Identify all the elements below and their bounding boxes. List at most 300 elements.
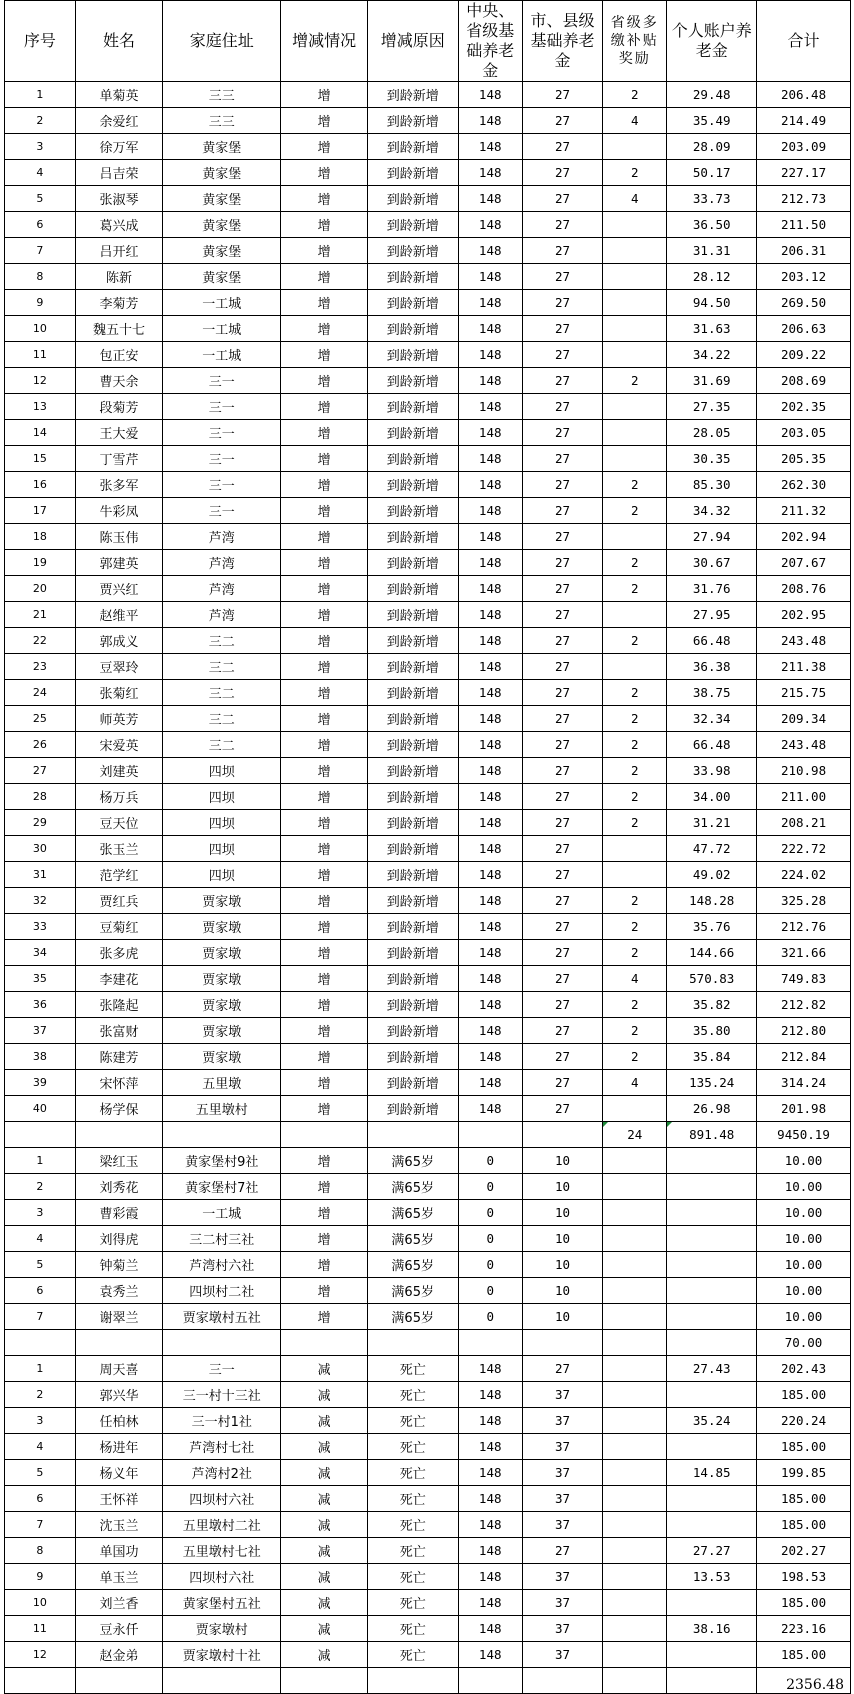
central-pension-cell: 148 <box>458 784 522 810</box>
subsidy-cell <box>603 1408 667 1434</box>
subsidy-cell <box>603 1382 667 1408</box>
address-cell: 贾家墩 <box>163 940 281 966</box>
subsidy-cell: 2 <box>603 368 667 394</box>
central-pension-cell: 148 <box>458 1460 522 1486</box>
index-cell: 13 <box>5 394 76 420</box>
name-cell: 郭兴华 <box>75 1382 163 1408</box>
index-cell: 7 <box>5 1512 76 1538</box>
personal-pension-cell: 30.35 <box>667 446 757 472</box>
city-pension-cell: 27 <box>522 680 602 706</box>
table-row <box>5 1512 851 1538</box>
name-cell: 张富财 <box>75 1018 163 1044</box>
city-pension-cell: 27 <box>522 160 602 186</box>
personal-pension-cell: 570.83 <box>667 966 757 992</box>
header-central-pension: 中央、省级基础养老金 <box>458 1 522 82</box>
city-pension-cell: 27 <box>522 966 602 992</box>
change-cell: 增 <box>281 420 367 446</box>
name-cell: 张菊红 <box>75 680 163 706</box>
name-cell: 师英芳 <box>75 706 163 732</box>
name-cell: 贾红兵 <box>75 888 163 914</box>
table-row <box>5 1174 851 1200</box>
address-cell: 四坝 <box>163 862 281 888</box>
table-row <box>5 1564 851 1590</box>
total-cell: 243.48 <box>757 732 851 758</box>
change-cell: 减 <box>281 1642 367 1668</box>
city-pension-cell: 27 <box>522 758 602 784</box>
table-row <box>5 212 851 238</box>
central-pension-cell: 148 <box>458 654 522 680</box>
change-cell: 增 <box>281 446 367 472</box>
city-pension-cell: 27 <box>522 940 602 966</box>
subsidy-cell: 2 <box>603 472 667 498</box>
personal-pension-sum: 891.48 <box>667 1122 757 1148</box>
change-cell: 增 <box>281 212 367 238</box>
name-cell: 郭成义 <box>75 628 163 654</box>
index-cell: 10 <box>5 1590 76 1616</box>
header-change: 增减情况 <box>281 1 367 82</box>
central-pension-cell: 148 <box>458 550 522 576</box>
personal-pension-cell: 94.50 <box>667 290 757 316</box>
index-cell: 3 <box>5 1200 76 1226</box>
total-cell: 211.50 <box>757 212 851 238</box>
change-cell: 增 <box>281 654 367 680</box>
change-cell: 减 <box>281 1382 367 1408</box>
address-cell: 贾家墩 <box>163 992 281 1018</box>
subsidy-cell: 4 <box>603 966 667 992</box>
table-row <box>5 784 851 810</box>
personal-pension-cell <box>667 1512 757 1538</box>
table-row <box>5 1304 851 1330</box>
total-cell: 212.82 <box>757 992 851 1018</box>
table-row <box>5 1044 851 1070</box>
central-pension-cell: 0 <box>458 1226 522 1252</box>
address-cell: 芦湾 <box>163 524 281 550</box>
name-cell: 单国功 <box>75 1538 163 1564</box>
personal-pension-cell: 33.73 <box>667 186 757 212</box>
central-pension-cell: 148 <box>458 368 522 394</box>
name-cell: 豆菊红 <box>75 914 163 940</box>
address-cell: 芦湾村2社 <box>163 1460 281 1486</box>
index-cell: 36 <box>5 992 76 1018</box>
change-cell: 增 <box>281 290 367 316</box>
personal-pension-cell: 28.09 <box>667 134 757 160</box>
central-pension-cell: 0 <box>458 1278 522 1304</box>
total-cell: 212.84 <box>757 1044 851 1070</box>
subsidy-cell: 2 <box>603 498 667 524</box>
reason-cell: 到龄新增 <box>367 472 458 498</box>
reason-cell: 到龄新增 <box>367 914 458 940</box>
subsidy-cell <box>603 1616 667 1642</box>
table-row <box>5 1538 851 1564</box>
change-cell: 增 <box>281 1096 367 1122</box>
central-pension-cell: 0 <box>458 1252 522 1278</box>
reason-cell: 满65岁 <box>367 1148 458 1174</box>
name-cell: 陈玉伟 <box>75 524 163 550</box>
central-pension-cell: 148 <box>458 706 522 732</box>
index-cell: 2 <box>5 1382 76 1408</box>
total-cell: 212.73 <box>757 186 851 212</box>
subsidy-cell <box>603 1460 667 1486</box>
name-cell: 杨学保 <box>75 1096 163 1122</box>
reason-cell: 到龄新增 <box>367 576 458 602</box>
total-cell: 211.32 <box>757 498 851 524</box>
index-cell: 5 <box>5 1460 76 1486</box>
address-cell: 三二 <box>163 654 281 680</box>
subsidy-cell <box>603 316 667 342</box>
change-cell: 增 <box>281 732 367 758</box>
central-pension-cell: 0 <box>458 1148 522 1174</box>
central-pension-cell: 148 <box>458 1382 522 1408</box>
total-sum: 2356.48 <box>757 1668 851 1694</box>
index-cell: 34 <box>5 940 76 966</box>
subsidy-cell <box>603 1200 667 1226</box>
name-cell: 吕开红 <box>75 238 163 264</box>
table-row <box>5 1590 851 1616</box>
subsidy-cell <box>603 1434 667 1460</box>
reason-cell: 到龄新增 <box>367 784 458 810</box>
personal-pension-cell: 28.12 <box>667 264 757 290</box>
address-cell: 三三 <box>163 82 281 108</box>
name-cell: 余爱红 <box>75 108 163 134</box>
index-cell: 6 <box>5 1278 76 1304</box>
total-cell: 207.67 <box>757 550 851 576</box>
address-cell: 贾家墩 <box>163 888 281 914</box>
index-cell: 26 <box>5 732 76 758</box>
address-cell: 五里墩村二社 <box>163 1512 281 1538</box>
personal-pension-cell: 13.53 <box>667 1564 757 1590</box>
empty-cell <box>75 1122 163 1148</box>
address-cell: 四坝村二社 <box>163 1278 281 1304</box>
name-cell: 郭建英 <box>75 550 163 576</box>
personal-pension-cell: 47.72 <box>667 836 757 862</box>
personal-pension-cell: 135.24 <box>667 1070 757 1096</box>
change-cell: 增 <box>281 82 367 108</box>
subsidy-cell <box>603 602 667 628</box>
change-cell: 增 <box>281 888 367 914</box>
personal-pension-cell: 34.22 <box>667 342 757 368</box>
reason-cell: 死亡 <box>367 1590 458 1616</box>
subsidy-cell <box>603 1564 667 1590</box>
total-cell: 210.98 <box>757 758 851 784</box>
city-pension-cell: 27 <box>522 732 602 758</box>
city-pension-cell: 27 <box>522 342 602 368</box>
central-pension-cell: 148 <box>458 1616 522 1642</box>
empty-cell <box>522 1122 602 1148</box>
change-cell: 增 <box>281 940 367 966</box>
empty-cell <box>75 1668 163 1694</box>
address-cell: 四坝 <box>163 758 281 784</box>
reason-cell: 满65岁 <box>367 1200 458 1226</box>
city-pension-cell: 27 <box>522 576 602 602</box>
address-cell: 黄家堡 <box>163 186 281 212</box>
personal-pension-cell: 35.84 <box>667 1044 757 1070</box>
name-cell: 曹彩霞 <box>75 1200 163 1226</box>
name-cell: 杨义年 <box>75 1460 163 1486</box>
subsidy-cell <box>603 342 667 368</box>
index-cell: 25 <box>5 706 76 732</box>
address-cell: 黄家堡村9社 <box>163 1148 281 1174</box>
index-cell: 2 <box>5 1174 76 1200</box>
central-pension-cell: 148 <box>458 212 522 238</box>
total-cell: 325.28 <box>757 888 851 914</box>
empty-cell <box>281 1122 367 1148</box>
change-cell: 减 <box>281 1408 367 1434</box>
index-cell: 23 <box>5 654 76 680</box>
empty-cell <box>5 1122 76 1148</box>
index-cell: 10 <box>5 316 76 342</box>
change-cell: 增 <box>281 160 367 186</box>
change-cell: 增 <box>281 316 367 342</box>
total-cell: 185.00 <box>757 1382 851 1408</box>
change-cell: 减 <box>281 1356 367 1382</box>
table-row <box>5 914 851 940</box>
personal-pension-cell <box>667 1200 757 1226</box>
name-cell: 单玉兰 <box>75 1564 163 1590</box>
change-cell: 增 <box>281 992 367 1018</box>
table-row <box>5 1096 851 1122</box>
total-cell: 243.48 <box>757 628 851 654</box>
table-row <box>5 498 851 524</box>
change-cell: 减 <box>281 1512 367 1538</box>
city-pension-cell: 27 <box>522 82 602 108</box>
reason-cell: 死亡 <box>367 1408 458 1434</box>
personal-pension-cell: 36.38 <box>667 654 757 680</box>
address-cell: 四坝 <box>163 784 281 810</box>
reason-cell: 到龄新增 <box>367 160 458 186</box>
subsidy-cell <box>603 1226 667 1252</box>
total-cell: 222.72 <box>757 836 851 862</box>
central-pension-cell: 148 <box>458 446 522 472</box>
personal-pension-cell <box>667 1434 757 1460</box>
subsidy-cell <box>603 1148 667 1174</box>
city-pension-cell: 10 <box>522 1304 602 1330</box>
total-cell: 205.35 <box>757 446 851 472</box>
name-cell: 陈建芳 <box>75 1044 163 1070</box>
index-cell: 31 <box>5 862 76 888</box>
name-cell: 钟菊兰 <box>75 1252 163 1278</box>
personal-pension-cell: 31.63 <box>667 316 757 342</box>
name-cell: 陈新 <box>75 264 163 290</box>
table-row <box>5 342 851 368</box>
address-cell: 黄家堡 <box>163 212 281 238</box>
city-pension-cell: 27 <box>522 706 602 732</box>
city-pension-cell: 27 <box>522 550 602 576</box>
change-cell: 减 <box>281 1460 367 1486</box>
group1-total-row <box>5 1122 851 1148</box>
city-pension-cell: 27 <box>522 186 602 212</box>
total-cell: 10.00 <box>757 1200 851 1226</box>
reason-cell: 到龄新增 <box>367 134 458 160</box>
empty-cell <box>367 1330 458 1356</box>
subsidy-cell: 2 <box>603 732 667 758</box>
index-cell: 12 <box>5 368 76 394</box>
table-row <box>5 446 851 472</box>
reason-cell: 死亡 <box>367 1356 458 1382</box>
reason-cell: 到龄新增 <box>367 758 458 784</box>
header-personal-pension: 个人账户养老金 <box>667 1 757 82</box>
index-cell: 24 <box>5 680 76 706</box>
subsidy-cell <box>603 1304 667 1330</box>
subsidy-cell <box>603 1486 667 1512</box>
reason-cell: 到龄新增 <box>367 420 458 446</box>
personal-pension-cell: 14.85 <box>667 1460 757 1486</box>
name-cell: 赵金弟 <box>75 1642 163 1668</box>
empty-cell <box>522 1668 602 1694</box>
city-pension-cell: 27 <box>522 394 602 420</box>
table-row <box>5 654 851 680</box>
change-cell: 增 <box>281 498 367 524</box>
total-cell: 209.34 <box>757 706 851 732</box>
personal-pension-cell: 31.76 <box>667 576 757 602</box>
change-cell: 减 <box>281 1564 367 1590</box>
index-cell: 2 <box>5 108 76 134</box>
header-index: 序号 <box>5 1 76 82</box>
total-cell: 220.24 <box>757 1408 851 1434</box>
subsidy-cell: 2 <box>603 160 667 186</box>
table-row <box>5 1460 851 1486</box>
reason-cell: 到龄新增 <box>367 1018 458 1044</box>
index-cell: 4 <box>5 160 76 186</box>
total-cell: 185.00 <box>757 1642 851 1668</box>
table-row <box>5 706 851 732</box>
table-row <box>5 82 851 108</box>
empty-cell <box>281 1330 367 1356</box>
table-row <box>5 394 851 420</box>
name-cell: 牛彩凤 <box>75 498 163 524</box>
header-row <box>5 1 851 82</box>
city-pension-cell: 37 <box>522 1512 602 1538</box>
subsidy-cell: 2 <box>603 1044 667 1070</box>
city-pension-cell: 27 <box>522 108 602 134</box>
subsidy-cell <box>603 264 667 290</box>
index-cell: 27 <box>5 758 76 784</box>
address-cell: 四坝 <box>163 810 281 836</box>
central-pension-cell: 148 <box>458 1486 522 1512</box>
change-cell: 增 <box>281 784 367 810</box>
header-address: 家庭住址 <box>163 1 281 82</box>
change-cell: 增 <box>281 966 367 992</box>
total-cell: 208.21 <box>757 810 851 836</box>
city-pension-cell: 27 <box>522 446 602 472</box>
address-cell: 一工城 <box>163 290 281 316</box>
city-pension-cell: 27 <box>522 1538 602 1564</box>
name-cell: 张玉兰 <box>75 836 163 862</box>
address-cell: 四坝 <box>163 836 281 862</box>
reason-cell: 到龄新增 <box>367 368 458 394</box>
address-cell: 三一村十三社 <box>163 1382 281 1408</box>
index-cell: 19 <box>5 550 76 576</box>
subsidy-cell: 2 <box>603 550 667 576</box>
index-cell: 8 <box>5 1538 76 1564</box>
change-cell: 增 <box>281 134 367 160</box>
table-row <box>5 1070 851 1096</box>
total-cell: 10.00 <box>757 1226 851 1252</box>
empty-cell <box>5 1330 76 1356</box>
total-cell: 198.53 <box>757 1564 851 1590</box>
reason-cell: 到龄新增 <box>367 628 458 654</box>
index-cell: 4 <box>5 1226 76 1252</box>
reason-cell: 到龄新增 <box>367 888 458 914</box>
central-pension-cell: 0 <box>458 1200 522 1226</box>
city-pension-cell: 37 <box>522 1434 602 1460</box>
address-cell: 三一 <box>163 420 281 446</box>
change-cell: 增 <box>281 680 367 706</box>
address-cell: 三一 <box>163 1356 281 1382</box>
total-cell: 211.00 <box>757 784 851 810</box>
personal-pension-cell: 35.82 <box>667 992 757 1018</box>
personal-pension-cell: 38.16 <box>667 1616 757 1642</box>
central-pension-cell: 0 <box>458 1304 522 1330</box>
central-pension-cell: 148 <box>458 1590 522 1616</box>
personal-pension-cell <box>667 1148 757 1174</box>
change-cell: 增 <box>281 472 367 498</box>
address-cell: 贾家墩村五社 <box>163 1304 281 1330</box>
total-cell: 206.48 <box>757 82 851 108</box>
personal-pension-cell: 34.32 <box>667 498 757 524</box>
subsidy-cell: 2 <box>603 82 667 108</box>
table-row <box>5 602 851 628</box>
address-cell: 三一 <box>163 472 281 498</box>
city-pension-cell: 27 <box>522 1356 602 1382</box>
city-pension-cell: 10 <box>522 1148 602 1174</box>
index-cell: 28 <box>5 784 76 810</box>
name-cell: 赵维平 <box>75 602 163 628</box>
address-cell: 三二村三社 <box>163 1226 281 1252</box>
header-city-pension: 市、县级基础养老金 <box>522 1 602 82</box>
change-cell: 增 <box>281 1148 367 1174</box>
empty-cell <box>603 1330 667 1356</box>
table-row <box>5 264 851 290</box>
subsidy-cell: 2 <box>603 888 667 914</box>
central-pension-cell: 148 <box>458 472 522 498</box>
central-pension-cell: 148 <box>458 1434 522 1460</box>
index-cell: 33 <box>5 914 76 940</box>
central-pension-cell: 148 <box>458 1018 522 1044</box>
central-pension-cell: 148 <box>458 628 522 654</box>
total-cell: 203.09 <box>757 134 851 160</box>
table-row <box>5 368 851 394</box>
address-cell: 三二 <box>163 628 281 654</box>
empty-cell <box>522 1330 602 1356</box>
personal-pension-cell: 33.98 <box>667 758 757 784</box>
index-cell: 3 <box>5 1408 76 1434</box>
table-row <box>5 1616 851 1642</box>
index-cell: 5 <box>5 186 76 212</box>
city-pension-cell: 27 <box>522 1018 602 1044</box>
table-row <box>5 472 851 498</box>
empty-cell <box>5 1668 76 1694</box>
total-cell: 215.75 <box>757 680 851 706</box>
central-pension-cell: 148 <box>458 420 522 446</box>
subsidy-cell <box>603 1590 667 1616</box>
address-cell: 三一 <box>163 446 281 472</box>
index-cell: 30 <box>5 836 76 862</box>
table-row <box>5 186 851 212</box>
change-cell: 增 <box>281 1304 367 1330</box>
address-cell: 五里墩村 <box>163 1096 281 1122</box>
reason-cell: 满65岁 <box>367 1278 458 1304</box>
central-pension-cell: 148 <box>458 914 522 940</box>
subsidy-cell <box>603 394 667 420</box>
table-row <box>5 1200 851 1226</box>
central-pension-cell: 148 <box>458 1070 522 1096</box>
city-pension-cell: 10 <box>522 1200 602 1226</box>
address-cell: 五里墩村七社 <box>163 1538 281 1564</box>
city-pension-cell: 37 <box>522 1616 602 1642</box>
total-cell: 10.00 <box>757 1252 851 1278</box>
index-cell: 9 <box>5 290 76 316</box>
city-pension-cell: 37 <box>522 1590 602 1616</box>
